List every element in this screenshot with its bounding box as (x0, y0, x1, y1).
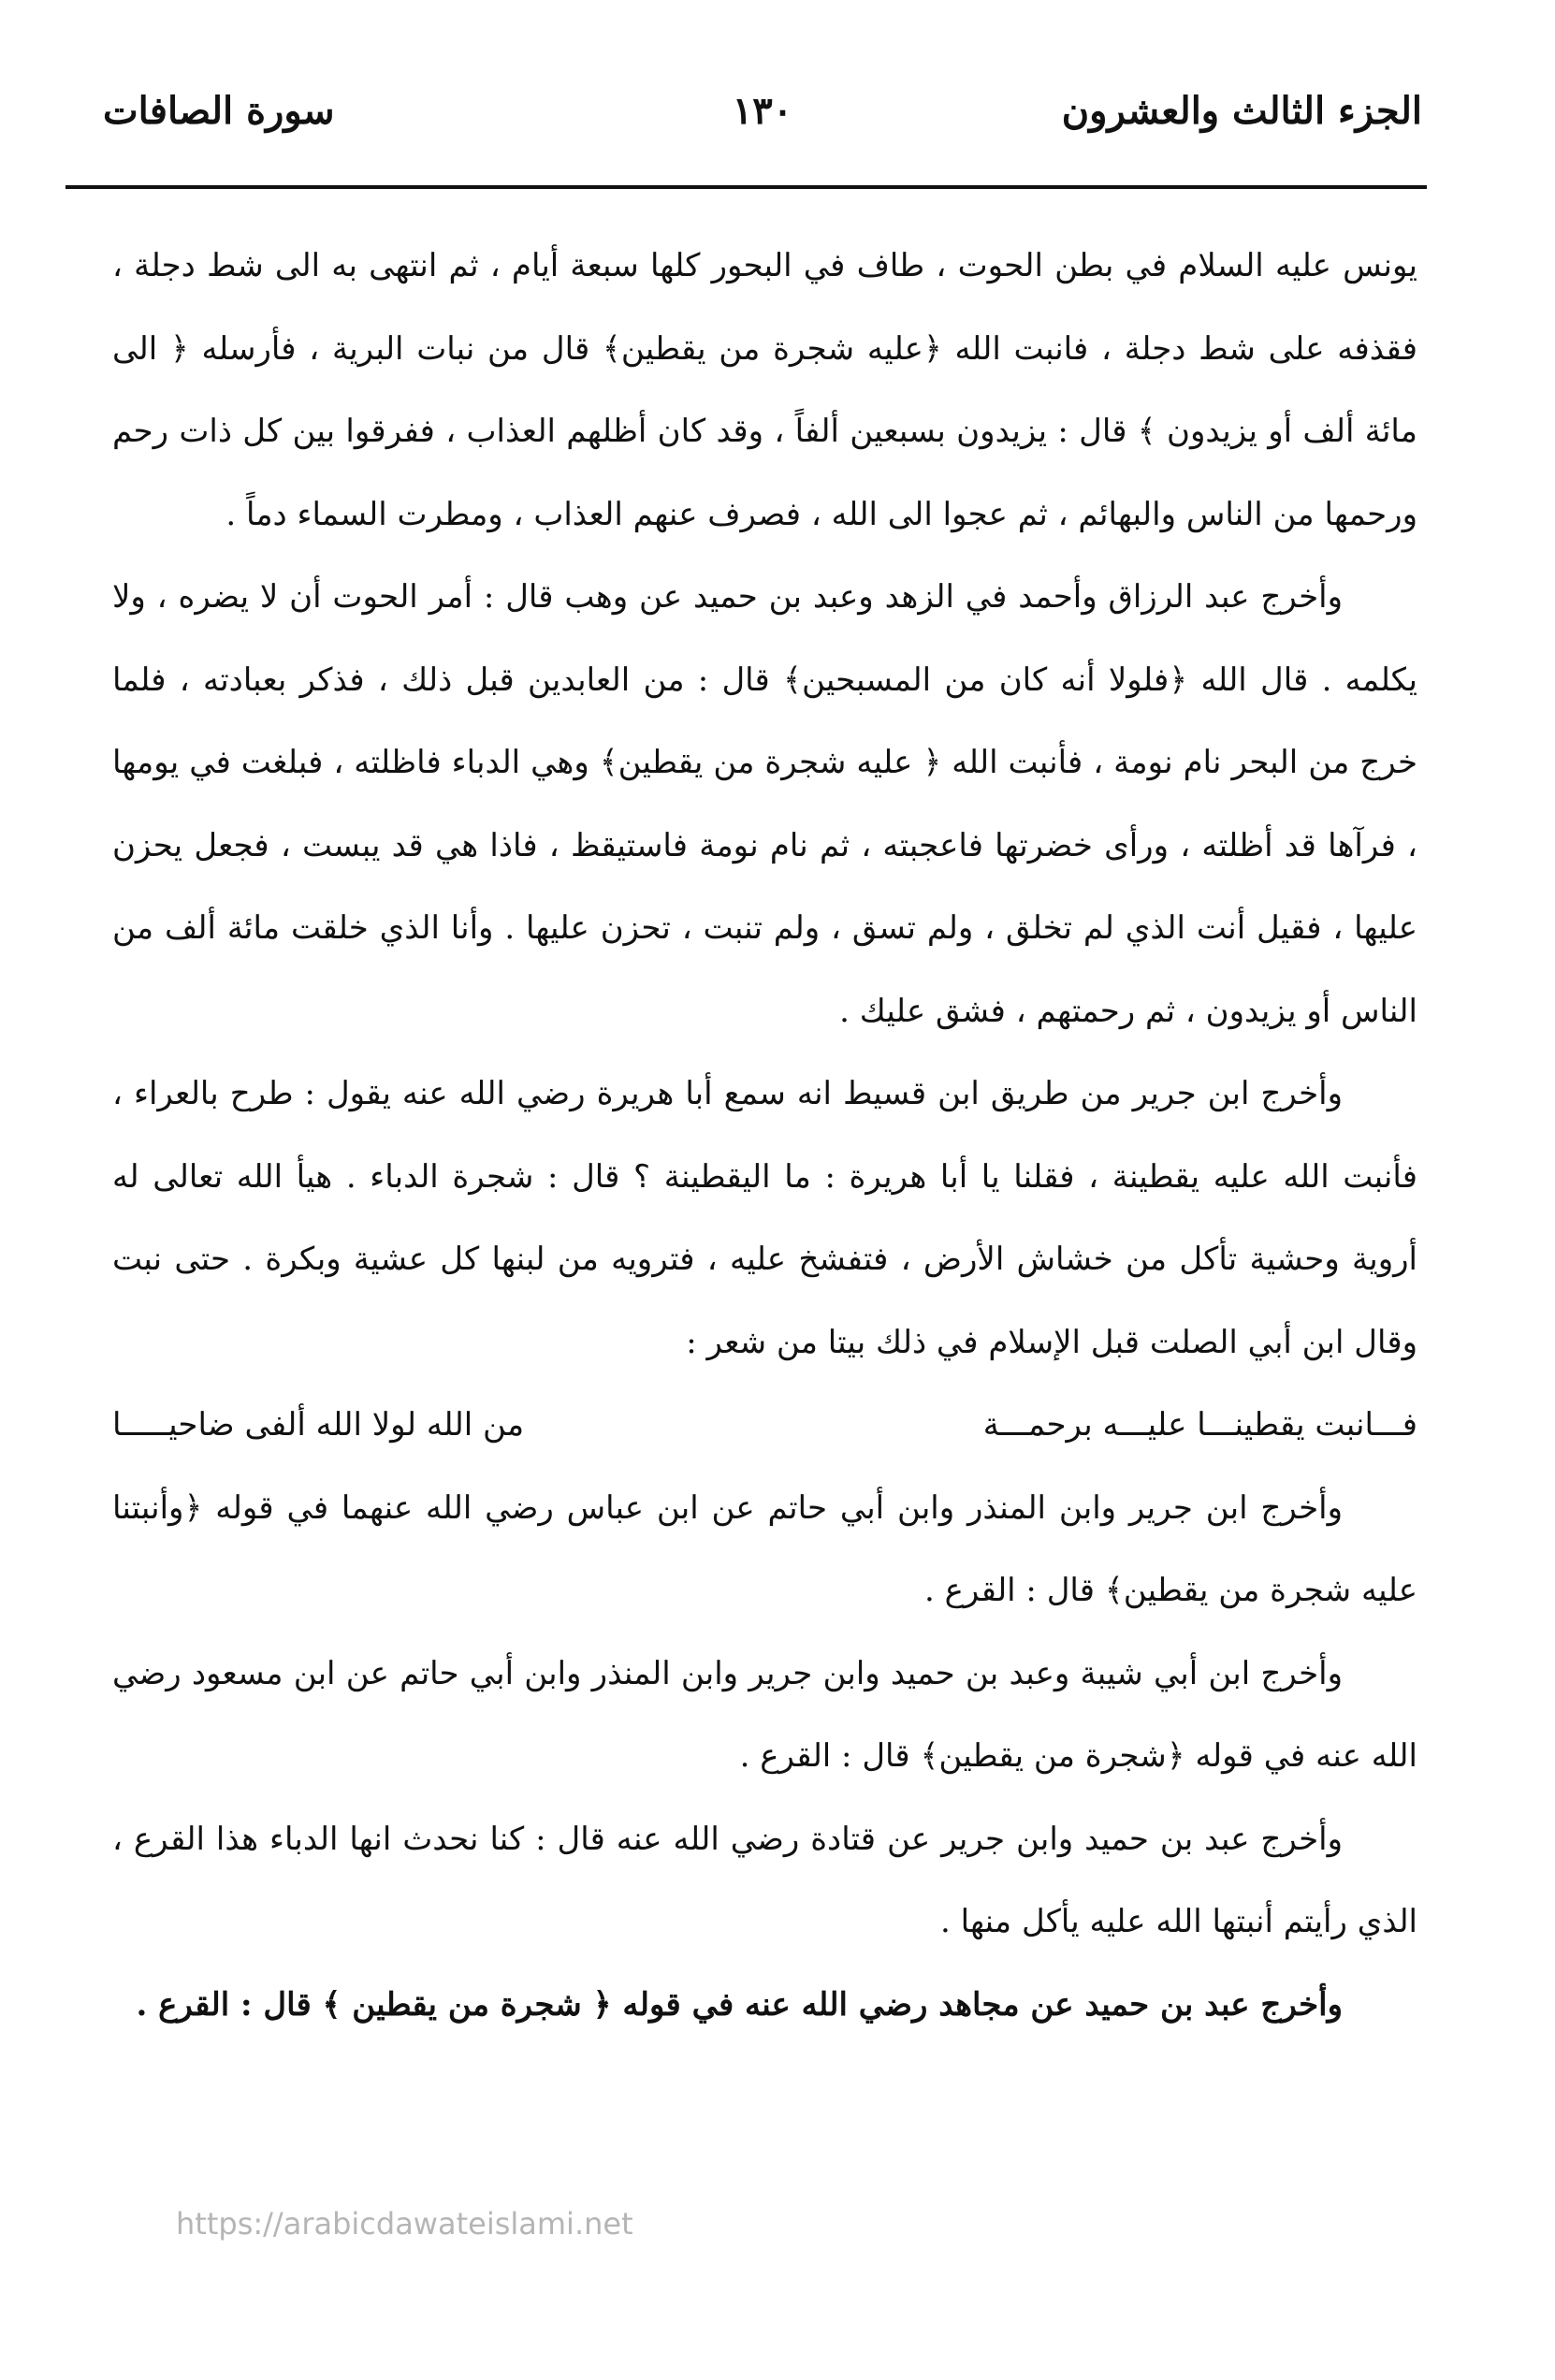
paragraph-7: وأخرج عبد بن حميد عن مجاهد رضي الله عنه في قوله ﴿ شجرة من يقطين ﴾ قال : القرع . (136, 1985, 1343, 2024)
paragraph-5: وأخرج ابن أبي شيبة وعبد بن حميد وابن جرير وابن المنذر وابن أبي حاتم عن ابن مسعود رضي الله عنه في قوله ﴿شجرة من يقطين﴾ قال : القرع . (112, 1654, 1417, 1775)
surah-title: سورة الصافات (103, 89, 335, 133)
header-rule (65, 185, 1427, 189)
paragraph-3: وأخرج ابن جرير من طريق ابن قسيط انه سمع أبا هريرة رضي الله عنه يقول : طرح بالعراء ، فأنبت الله عليه يقطينة ، فقلنا يا أبا هريرة : ما اليقطينة ؟ قال : شجرة الدباء . هيأ الله تعالى له أروية وحشية تأكل من خشاش الأرض ، فتفشخ عليه ، فترويه من لبنها كل عشية وبكرة . حتى نبت وقال ابن أبي الصلت قبل الإسلام في ذلك بيتا من شعر : (112, 1075, 1417, 1361)
poetry-verse (112, 1384, 1417, 1467)
page-body (112, 225, 1417, 2046)
paragraph-2: وأخرج عبد الرزاق وأحمد في الزهد وعبد بن حميد عن وهب قال : أمر الحوت أن لا يضره ، ولا يكلمه . قال الله ﴿فلولا أنه كان من المسبحين﴾ قال : من العابدين قبل ذلك ، فذكر بعبادته ، فلما خرج من البحر نام نومة ، فأنبت الله ﴿ عليه شجرة من يقطين﴾ وهي الدباء فاظلته ، فبلغت في يومها ، فرآها قد أظلته ، ورأى خضرتها فاعجبته ، ثم نام نومة فاستيقظ ، فاذا هي قد يبست ، فجعل يحزن عليها ، فقيل أنت الذي لم تخلق ، ولم تسق ، ولم تنبت ، تحزن عليها . وأنا الذي خلقت مائة ألف من الناس أو يزيدون ، ثم رحمتهم ، فشق عليك . (112, 578, 1417, 1030)
verse-second-hemistich: من الله لولا الله ألفى ضاحيـــــا (112, 1406, 525, 1444)
paragraph-6: وأخرج عبد بن حميد وابن جرير عن قتادة رضي الله عنه قال : كنا نحدث انها الدباء هذا القرع ، الذي رأيتم أنبتها الله عليه يأكل منها . (112, 1820, 1417, 1940)
page-header (103, 89, 1422, 154)
paragraph-4: وأخرج ابن جرير وابن المنذر وابن أبي حاتم عن ابن عباس رضي الله عنهما في قوله ﴿وأنبتنا عليه شجرة من يقطين﴾ قال : القرع . (112, 1488, 1417, 1609)
page-number: ١٣٠ (732, 89, 793, 133)
paragraph-1: يونس عليه السلام في بطن الحوت ، طاف في البحور كلها سبعة أيام ، ثم انتهى به الى شط دجلة ، فقذفه على شط دجلة ، فانبت الله ﴿عليه شجرة من يقطين﴾ قال من نبات البرية ، فأرسله ﴿ الى مائة ألف أو يزيدون ﴾ قال : يزيدون بسبعين ألفاً ، وقد كان أظلهم العذاب ، ففرقوا بين كل ذات رحم ورحمها من الناس والبهائم ، ثم عجوا الى الله ، فصرف عنهم العذاب ، ومطرت السماء دماً . (112, 247, 1417, 533)
part-title: الجزء الثالث والعشرون (1061, 89, 1422, 133)
watermark-url: https://arabicdawateislami.net (176, 2206, 633, 2242)
verse-first-hemistich: فـــانبت يقطينـــا عليـــه برحمـــة (982, 1406, 1417, 1444)
